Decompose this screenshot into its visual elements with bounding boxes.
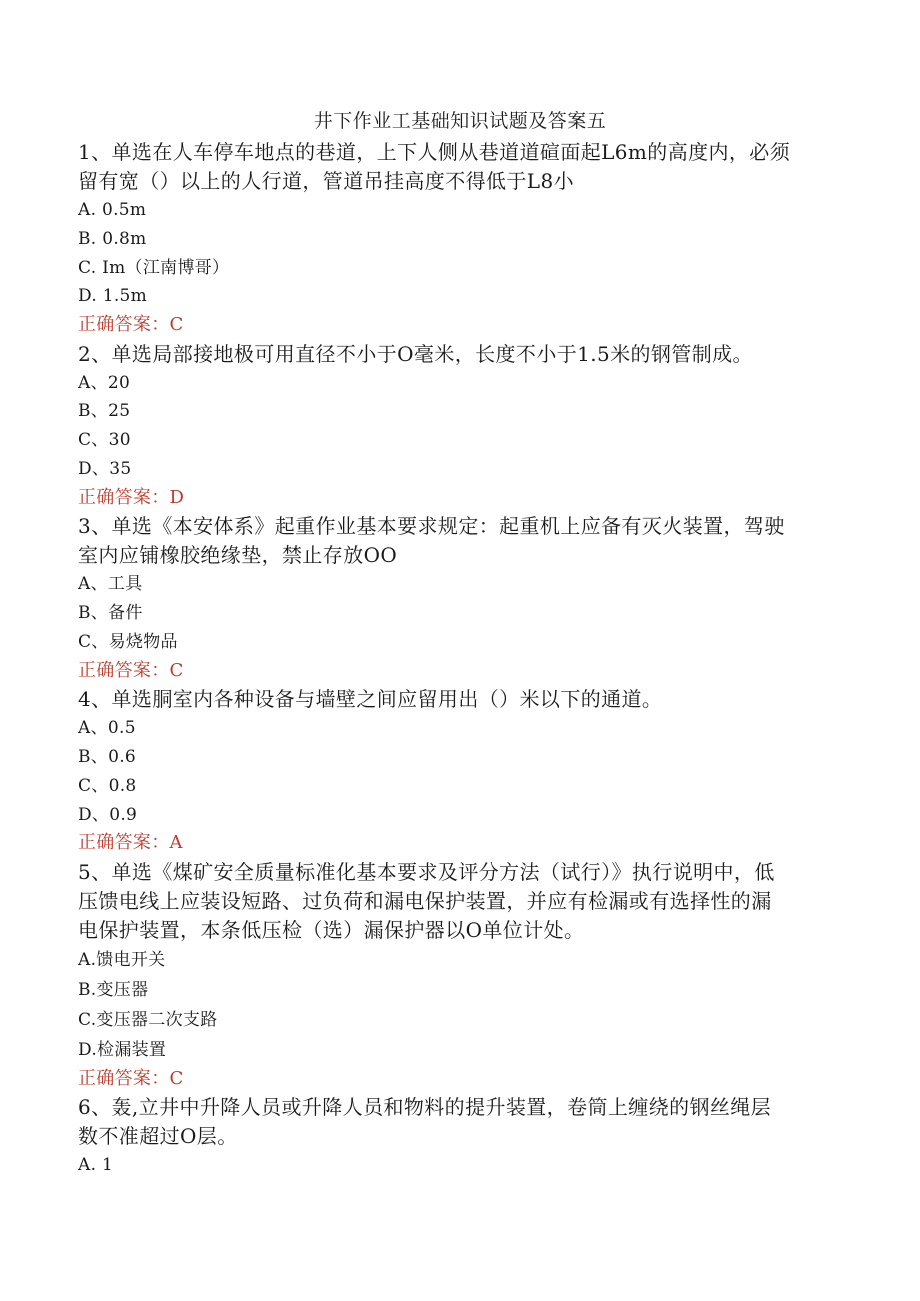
option-c: C、易烧物品 [78,631,178,652]
option-a: A. 0.5m [78,200,147,220]
question-4 [78,685,838,858]
question-1 [78,138,838,340]
correct-answer: 正确答案：C [78,314,184,336]
option-c: C、0.8 [78,775,137,796]
question-text-line: 室内应铺橡胶绝缘垫，禁止存放OO [78,543,398,568]
question-text-line: 1、单选在人车停车地点的巷道，上下人侧从巷道道碹面起L6m的高度内，必须 [78,140,791,164]
option-a: A. 1 [78,1155,114,1176]
question-text-line: 5、单选《煤矿安全质量标准化基本要求及评分方法（试行）》执行说明中，低 [78,859,775,884]
question-list [78,138,838,1180]
correct-answer: 正确答案：C [78,659,184,681]
question-text-line: 6、轰,立井中升降人员或升降人员和物料的提升装置，卷筒上缠绕的钢丝绳层 [78,1095,772,1120]
question-text-line: 压馈电线上应装设短路、过负荷和漏电保护装置，并应有检漏或有选择性的漏 [78,888,772,913]
question-text-line: 4、单选胴室内各种设备与墙壁之间应留用出（）米以下的通道。 [78,687,663,712]
option-c: C、30 [78,430,131,451]
option-b: B、25 [78,401,131,422]
question-text-line: 数不准超过O层。 [78,1124,238,1149]
question-text-line: 电保护装置，本条低压检（选）漏保护器以O单位计处。 [78,917,585,942]
option-b: B、备件 [78,603,143,624]
option-b: B.变压器 [78,979,149,1000]
option-d: D、0.9 [78,804,138,825]
question-text-line: 3、单选《本安体系》起重作业基本要求规定：起重机上应备有灭火装置，驾驶 [78,514,785,539]
question-2 [78,340,838,513]
option-c: C.变压器二次支路 [78,1009,218,1030]
document-title: 井下作业工基础知识试题及答案五 [313,110,607,132]
question-5 [78,858,838,1094]
option-b: B、0.6 [78,747,137,768]
option-a: A、0.5 [78,718,136,739]
correct-answer: 正确答案：D [78,486,185,508]
option-c: C. Im（江南博哥） [78,257,230,278]
question-text-line: 2、单选局部接地极可用直径不小于O毫米，长度不小于1.5米的钢管制成。 [78,341,753,366]
correct-answer: 正确答案：A [78,832,183,854]
option-d: D.检漏装置 [78,1039,167,1060]
option-d: D、35 [78,459,132,480]
question-6 [78,1093,838,1180]
question-text-line: 留有宽（）以上的人行道，管道吊挂高度不得低于L8小 [78,169,575,193]
option-d: D. 1.5m [78,286,148,307]
option-a: A、工具 [78,574,143,595]
option-a: A.馈电开关 [78,949,166,970]
correct-answer: 正确答案：C [78,1067,184,1089]
question-3 [78,512,838,685]
option-a: A、20 [78,372,131,393]
option-b: B. 0.8m [78,228,147,249]
